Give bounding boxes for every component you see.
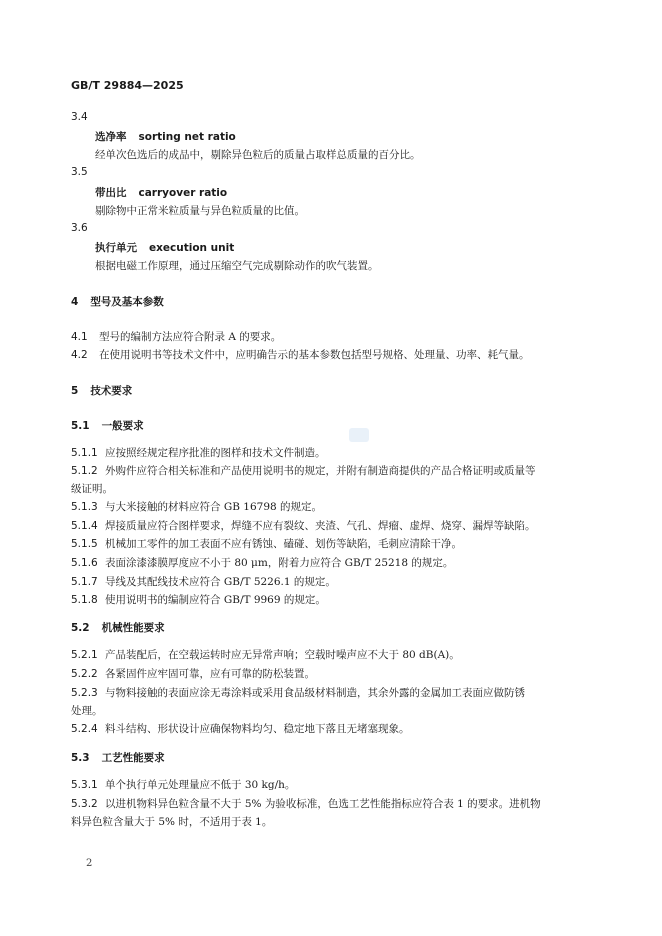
clause bbox=[71, 666, 315, 681]
clause bbox=[71, 499, 322, 514]
clause-text: 产品装配后，在空载运转时应无异常声响；空载时噪声应不大于 80 dB(A)。 bbox=[105, 649, 460, 661]
clause-continuation: 级证明。 bbox=[71, 483, 113, 495]
term-en: execution unit bbox=[149, 242, 235, 254]
subsection-heading bbox=[71, 620, 165, 635]
clause bbox=[71, 647, 460, 662]
term-en: carryover ratio bbox=[138, 187, 228, 199]
clause bbox=[71, 796, 541, 811]
clause-number: 5.1.8 bbox=[71, 594, 98, 606]
term-zh: 带出比 bbox=[95, 187, 127, 199]
clause-number: 4.1 bbox=[71, 331, 88, 343]
term-definition: 根据电磁工作原理，通过压缩空气完成剔除动作的吹气装置。 bbox=[95, 260, 379, 272]
clause-text: 表面涂漆漆膜厚度应不小于 80 μm，附着力应符合 GB/T 25218 的规定。 bbox=[105, 557, 454, 569]
page-number: 2 bbox=[86, 858, 93, 869]
clause bbox=[71, 518, 536, 533]
clause-text: 与物料接触的表面应涂无毒涂料或采用食品级材料制造，其余外露的金属加工表面应做防锈 bbox=[105, 687, 525, 699]
clause-number: 5.2.2 bbox=[71, 668, 98, 680]
clause-number: 5.2.4 bbox=[71, 723, 98, 735]
clause-number: 5.1.5 bbox=[71, 538, 98, 550]
term-zh: 选净率 bbox=[95, 131, 127, 143]
clause-number: 5.3.2 bbox=[71, 798, 98, 810]
clause-text: 应按照经规定程序批准的图样和技术文件制造。 bbox=[105, 447, 326, 459]
clause-number: 5.3.1 bbox=[71, 779, 98, 791]
clause bbox=[71, 347, 530, 362]
standard-number: GB/T 29884—2025 bbox=[71, 79, 184, 92]
clause bbox=[71, 555, 453, 570]
clause-text: 焊接质量应符合图样要求，焊缝不应有裂纹、夹渣、气孔、焊瘤、虚焊、烧穿、漏焊等缺陷。 bbox=[105, 520, 536, 532]
clause-text: 与大米接触的材料应符合 GB 16798 的规定。 bbox=[105, 501, 323, 513]
term-number: 3.4 bbox=[71, 111, 88, 123]
section-title: 技术要求 bbox=[90, 385, 133, 397]
subsection-heading bbox=[71, 750, 165, 765]
section-title: 型号及基本参数 bbox=[90, 296, 164, 308]
subsection-number: 5.1 bbox=[71, 420, 90, 432]
section-number: 5 bbox=[71, 385, 79, 397]
term-number: 3.5 bbox=[71, 166, 88, 178]
subsection-heading bbox=[71, 418, 144, 433]
clause bbox=[71, 463, 536, 478]
clause bbox=[71, 574, 336, 589]
clause bbox=[71, 721, 410, 736]
clause-text: 导线及其配线技术应符合 GB/T 5226.1 的规定。 bbox=[105, 576, 336, 588]
term-number: 3.6 bbox=[71, 222, 88, 234]
watermark-logo bbox=[349, 428, 369, 442]
clause-continuation: 处理。 bbox=[71, 705, 103, 717]
clause-text: 料斗结构、形状设计应确保物料均匀、稳定地下落且无堵塞现象。 bbox=[105, 723, 410, 735]
term-definition: 经单次色选后的成品中，剔除异色粒后的质量占取样总质量的百分比。 bbox=[95, 149, 421, 161]
clause bbox=[71, 777, 295, 792]
section-number: 4 bbox=[71, 296, 79, 308]
clause-text: 机械加工零件的加工表面不应有锈蚀、磕碰、划伤等缺陷，毛刺应清除干净。 bbox=[105, 538, 462, 550]
clause-text: 外购件应符合相关标准和产品使用说明书的规定，并附有制造商提供的产品合格证明或质量等 bbox=[105, 465, 536, 477]
clause bbox=[71, 685, 525, 700]
term-heading bbox=[95, 185, 227, 200]
clause-number: 5.1.4 bbox=[71, 520, 98, 532]
subsection-title: 工艺性能要求 bbox=[101, 752, 165, 764]
term-definition: 剔除物中正常米粒质量与异色粒质量的比值。 bbox=[95, 205, 305, 217]
subsection-number: 5.3 bbox=[71, 752, 90, 764]
clause-continuation: 料异色粒含量大于 5% 时，不适用于表 1。 bbox=[71, 816, 273, 828]
subsection-title: 机械性能要求 bbox=[101, 622, 165, 634]
term-heading bbox=[95, 240, 234, 255]
section-heading bbox=[71, 383, 132, 398]
clause bbox=[71, 592, 326, 607]
subsection-title: 一般要求 bbox=[101, 420, 144, 432]
clause-text: 在使用说明书等技术文件中，应明确告示的基本参数包括型号规格、处理量、功率、耗气量。 bbox=[99, 349, 530, 361]
clause-number: 5.2.3 bbox=[71, 687, 98, 699]
clause-text: 型号的编制方法应符合附录 A 的要求。 bbox=[99, 331, 282, 343]
term-zh: 执行单元 bbox=[95, 242, 137, 254]
clause bbox=[71, 329, 281, 344]
clause-text: 单个执行单元处理量应不低于 30 kg/h。 bbox=[105, 779, 296, 791]
clause-number: 5.1.1 bbox=[71, 447, 98, 459]
section-heading bbox=[71, 294, 164, 309]
clause-text: 使用说明书的编制应符合 GB/T 9969 的规定。 bbox=[105, 594, 326, 606]
clause-number: 4.2 bbox=[71, 349, 88, 361]
clause-number: 5.1.7 bbox=[71, 576, 98, 588]
clause-number: 5.1.2 bbox=[71, 465, 98, 477]
clause bbox=[71, 445, 326, 460]
term-en: sorting net ratio bbox=[138, 131, 236, 143]
clause-number: 5.2.1 bbox=[71, 649, 98, 661]
clause bbox=[71, 536, 462, 551]
subsection-number: 5.2 bbox=[71, 622, 90, 634]
clause-number: 5.1.6 bbox=[71, 557, 98, 569]
clause-text: 以进机物料异色粒含量不大于 5% 为验收标准，色选工艺性能指标应符合表 1 的要求。进机物 bbox=[105, 798, 541, 810]
clause-text: 各紧固件应牢固可靠，应有可靠的防松装置。 bbox=[105, 668, 315, 680]
term-heading bbox=[95, 129, 236, 144]
clause-number: 5.1.3 bbox=[71, 501, 98, 513]
